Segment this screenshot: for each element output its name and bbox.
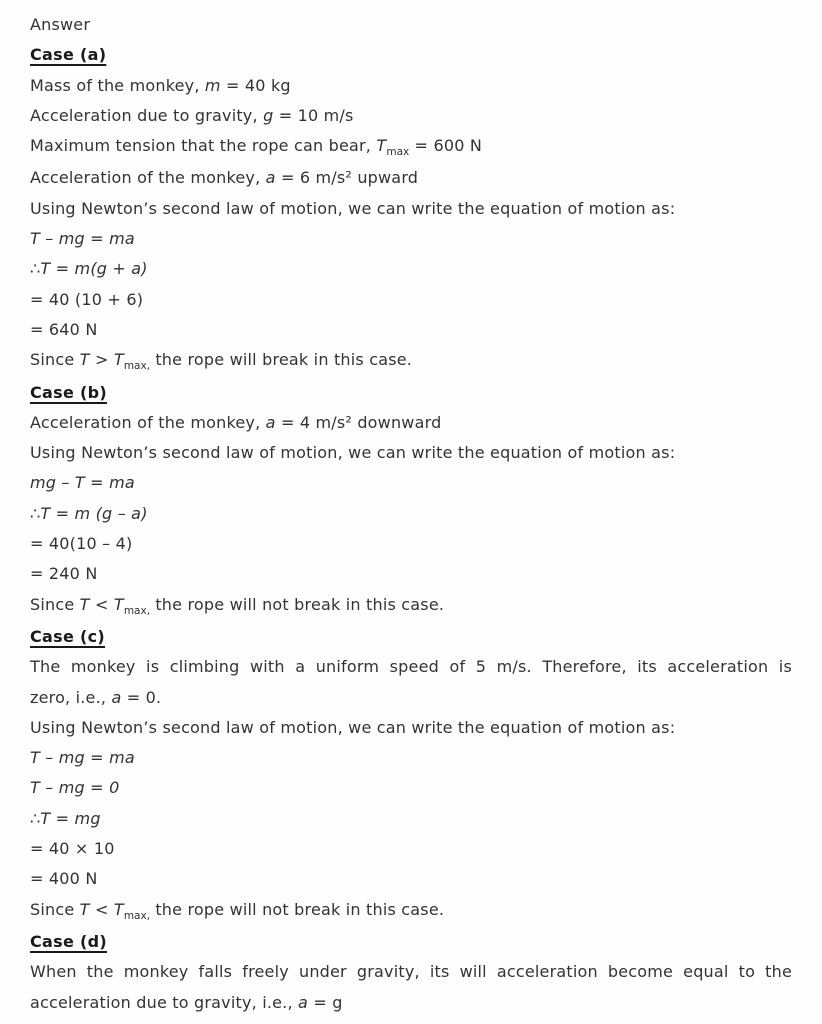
conclusion-c-line bbox=[30, 895, 792, 927]
text-segment: = 640 N bbox=[30, 319, 98, 339]
answer-label bbox=[30, 10, 792, 40]
text-segment: Answer bbox=[30, 15, 91, 34]
case-heading-text: Case (b) bbox=[30, 382, 107, 402]
text-segment: T bbox=[376, 136, 387, 156]
case-heading-text: Case (d) bbox=[30, 931, 107, 951]
text-segment: a bbox=[111, 687, 122, 707]
text-segment: the rope will not break in this case. bbox=[150, 594, 445, 614]
text-segment: = 40 × 10 bbox=[30, 839, 115, 859]
mass-line bbox=[30, 71, 792, 101]
text-segment: Since bbox=[30, 899, 80, 919]
case-c-heading bbox=[30, 622, 792, 652]
equation-line bbox=[30, 834, 792, 864]
text-segment: = 400 N bbox=[30, 869, 98, 889]
text-segment: T – mg = 0 bbox=[30, 778, 120, 798]
free-fall-line bbox=[30, 957, 792, 987]
text-segment: a bbox=[265, 412, 276, 432]
equation-line bbox=[30, 499, 792, 529]
conclusion-b-line bbox=[30, 590, 792, 622]
accel-a-line bbox=[30, 163, 792, 193]
text-segment: a bbox=[298, 992, 309, 1012]
document-body bbox=[30, 10, 792, 1018]
equation-line bbox=[30, 224, 792, 254]
text-segment: < bbox=[89, 899, 114, 919]
text-segment: ∴ bbox=[30, 503, 41, 523]
equation-line bbox=[30, 254, 792, 284]
equation-line bbox=[30, 529, 792, 559]
text-segment: T bbox=[113, 350, 124, 370]
climb-speed-line bbox=[30, 652, 792, 682]
text-segment: T bbox=[113, 899, 124, 919]
text-segment: T = mg bbox=[40, 808, 101, 828]
text-segment: = 40(10 – 4) bbox=[30, 534, 133, 554]
text-segment: a bbox=[265, 168, 276, 188]
text-segment: max, bbox=[123, 909, 151, 922]
equation-line bbox=[30, 468, 792, 498]
equation-line bbox=[30, 315, 792, 345]
newton-law-line bbox=[30, 194, 792, 224]
case-b-heading bbox=[30, 378, 792, 408]
text-segment: = 4 m/s² downward bbox=[275, 412, 442, 432]
case-heading-text: Case (c) bbox=[30, 626, 105, 646]
text-segment: the rope will not break in this case. bbox=[150, 899, 445, 919]
text-segment: Using Newton’s second law of motion, we can write the equation of motion as: bbox=[30, 443, 676, 463]
text-segment: Maximum tension that the rope can bear, bbox=[30, 136, 377, 156]
text-segment: acceleration due to gravity, i.e., bbox=[30, 992, 299, 1012]
text-segment: zero, i.e., bbox=[30, 687, 112, 707]
text-segment: max bbox=[386, 146, 410, 159]
case-d-heading bbox=[30, 927, 792, 957]
text-segment: > bbox=[89, 350, 114, 370]
text-segment: = 40 (10 + 6) bbox=[30, 289, 144, 309]
gravity-line bbox=[30, 101, 792, 131]
text-segment: = 6 m/s² upward bbox=[275, 168, 419, 188]
text-segment: Acceleration of the monkey, bbox=[30, 168, 266, 188]
text-segment: Using Newton’s second law of motion, we can write the equation of motion as: bbox=[30, 717, 676, 737]
text-segment: Mass of the monkey, bbox=[30, 75, 205, 95]
newton-law-line bbox=[30, 438, 792, 468]
equation-line bbox=[30, 773, 792, 803]
text-segment: ∴ bbox=[30, 808, 41, 828]
zero-accel-line bbox=[30, 683, 792, 713]
max-tension-line bbox=[30, 131, 792, 163]
text-segment: Since bbox=[30, 594, 80, 614]
text-segment: the rope will break in this case. bbox=[150, 350, 413, 370]
text-segment: mg – T = ma bbox=[30, 473, 135, 493]
text-segment: T bbox=[79, 899, 90, 919]
text-segment: < bbox=[89, 594, 114, 614]
text-segment: T bbox=[113, 594, 124, 614]
text-segment: The monkey is climbing with a uniform speed of 5 m/s. Therefore, its acceleration is bbox=[30, 657, 792, 677]
text-segment: Using Newton’s second law of motion, we can write the equation of motion as: bbox=[30, 198, 676, 218]
text-segment: T = m (g – a) bbox=[40, 503, 148, 523]
text-segment: = 0. bbox=[121, 687, 162, 707]
text-segment: Acceleration of the monkey, bbox=[30, 412, 266, 432]
conclusion-a-line bbox=[30, 345, 792, 377]
free-fall-line-2 bbox=[30, 988, 792, 1018]
case-heading-text: Case (a) bbox=[30, 45, 107, 65]
text-segment: = g bbox=[308, 992, 343, 1012]
newton-law-line bbox=[30, 713, 792, 743]
text-segment: = 10 m/s bbox=[273, 105, 354, 125]
text-segment: T = m(g + a) bbox=[40, 259, 148, 279]
text-segment: T – mg = ma bbox=[30, 748, 135, 768]
equation-line bbox=[30, 559, 792, 589]
text-segment: = 240 N bbox=[30, 564, 98, 584]
equation-line bbox=[30, 743, 792, 773]
text-segment: Acceleration due to gravity, bbox=[30, 105, 264, 125]
text-segment: T bbox=[79, 594, 90, 614]
text-segment: g bbox=[263, 105, 274, 125]
equation-line bbox=[30, 864, 792, 894]
text-segment: max, bbox=[123, 360, 151, 373]
equation-line bbox=[30, 804, 792, 834]
text-segment: T bbox=[79, 350, 90, 370]
case-a-heading bbox=[30, 40, 792, 70]
text-segment: T – mg = ma bbox=[30, 229, 135, 249]
accel-b-line bbox=[30, 408, 792, 438]
text-segment: = 600 N bbox=[409, 136, 483, 156]
text-segment: max, bbox=[123, 604, 151, 617]
text-segment: When the monkey falls freely under gravity, its will acceleration become equal to the bbox=[30, 962, 792, 982]
text-segment: = 40 kg bbox=[220, 75, 291, 95]
equation-line bbox=[30, 285, 792, 315]
text-segment: Since bbox=[30, 350, 80, 370]
text-segment: ∴ bbox=[30, 259, 41, 279]
text-segment: m bbox=[204, 75, 221, 95]
